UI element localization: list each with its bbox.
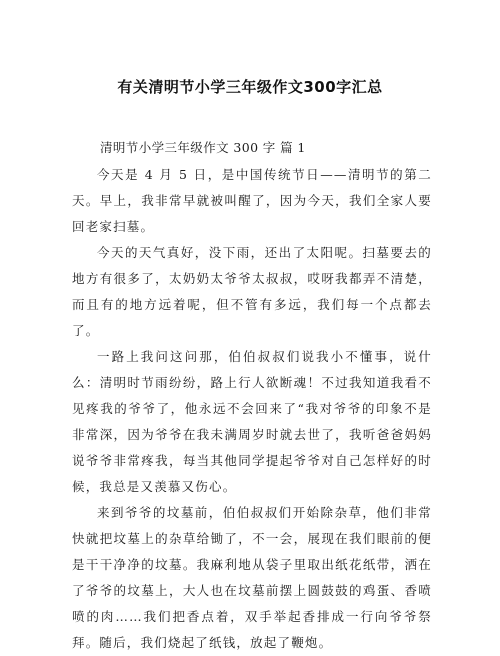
paragraph-3: 一路上我问这问那，伯伯叔叔们说我小不懂事，说什么：清明时节雨纷纷，路上行人欲断魂！不过我知道我看不见疼我的爷爷了，他永远不会回来了“我对爷爷的印象不是非常深，因为爷爷在我未满周岁时就去世了，我听爸爸妈妈说爷爷非常疼我，每当其他同学提起爷爷对自己怎样好的时候，我总是又羡慕又伤心。 bbox=[72, 349, 432, 494]
document-title: 有关清明节小学三年级作文300字汇总 bbox=[117, 78, 383, 96]
paragraph-1: 今天是 4 月 5 日，是中国传统节日——清明节的第二天。早上，我非常早就被叫醒了，因为今天，我们全家人要回老家扫墓。 bbox=[72, 167, 432, 234]
section-heading: 清明节小学三年级作文 300 字 篇 1 bbox=[100, 140, 306, 155]
paragraph-4: 来到爷爷的坟墓前，伯伯叔叔们开始除杂草，他们非常快就把坟墓上的杂草给锄了，不一会，展现在我们眼前的便是干干净净的坟墓。我麻利地从袋子里取出纸花纸带，洒在了爷爷的坟墓上，大人也在坟墓前摆上圆鼓鼓的鸡蛋、香喷喷的肉……我们把香点着，双手举起香排成一行向爷爷祭拜。随后，我们烧起了纸钱，放起了鞭炮。 bbox=[72, 505, 432, 650]
document-body bbox=[72, 136, 432, 656]
paragraph-2: 今天的天气真好，没下雨，还出了太阳呢。扫墓要去的地方有很多了，太奶奶太爷爷太叔叔，哎呀我都弄不清楚，而且有的地方远着呢，但不管有多远，我们每一个点都去了。 bbox=[72, 245, 432, 338]
